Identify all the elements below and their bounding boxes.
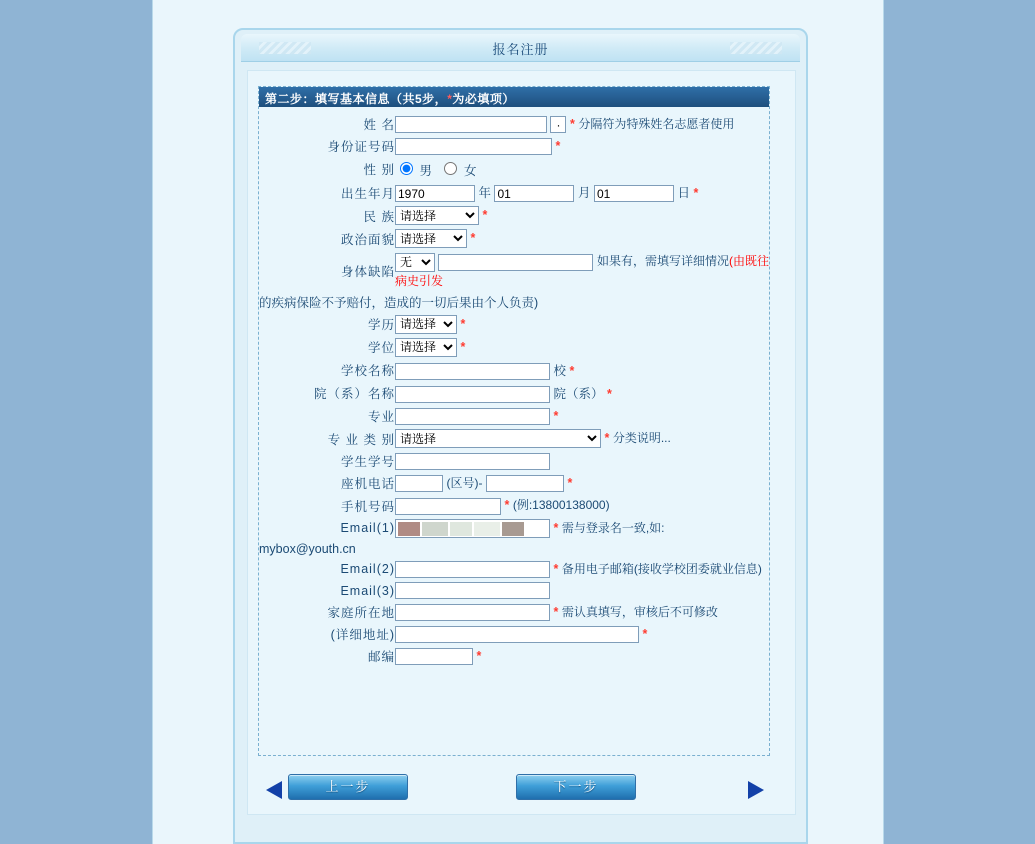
section-header-required-mark: * (447, 92, 453, 106)
form-table (259, 113, 769, 667)
row-major-type (259, 427, 769, 450)
postcode-input[interactable] (395, 648, 473, 665)
email1-mask-block (502, 522, 524, 536)
cell-student-id (395, 450, 769, 472)
label-email1: Email(1) (340, 521, 395, 536)
cell-mobile (395, 494, 769, 516)
label-birth: 出生年月 (340, 186, 395, 201)
school-input[interactable] (395, 363, 550, 380)
name-note: 分隔符为特殊姓名志愿者使用 (578, 117, 735, 131)
row-student-id (259, 450, 769, 472)
cell-disability (395, 250, 769, 290)
political-required-mark: * (470, 231, 476, 246)
row-home-address (259, 623, 769, 645)
degree-required-mark: * (460, 339, 466, 354)
home-address-required-mark: * (642, 626, 648, 641)
disability-select[interactable] (395, 253, 435, 272)
tel-area-input[interactable] (395, 475, 443, 492)
cell-home-location (395, 601, 769, 623)
section-header (259, 87, 769, 107)
name-separator-input[interactable] (550, 116, 566, 133)
row-political (259, 227, 769, 250)
row-email1-hint (259, 540, 769, 558)
home-address-input[interactable] (395, 626, 639, 643)
degree-select[interactable] (395, 338, 457, 357)
email1-mask-block (398, 522, 420, 536)
postcode-required-mark: * (476, 648, 482, 663)
gender-label-male: 男 (419, 164, 432, 179)
cell-department (395, 382, 769, 405)
cell-gender (395, 157, 769, 181)
disability-warning-line2: 的疾病保险不予赔付，造成的一切后果由个人负责) (259, 295, 539, 310)
email1-mask-block (474, 522, 500, 536)
tel-number-input[interactable] (486, 475, 564, 492)
home-location-input[interactable] (395, 604, 550, 621)
label-email2: Email(2) (340, 561, 395, 576)
label-political: 政治面貌 (340, 232, 395, 247)
basic-info-form (258, 86, 770, 756)
disability-note: 如果有，需填写详细情况 (596, 254, 729, 269)
label-major: 专业 (367, 410, 395, 425)
cell-home-address (395, 623, 769, 645)
gender-radio-male[interactable] (400, 162, 413, 175)
label-disability: 身体缺陷 (340, 264, 395, 279)
page-title: 报名注册 (492, 42, 549, 57)
education-select[interactable] (395, 315, 457, 334)
email1-note: 需与登录名一致,如: (561, 520, 665, 535)
cell-name (395, 113, 769, 135)
prev-step-button[interactable]: 上一步 (288, 774, 408, 800)
school-required-mark: * (569, 363, 575, 378)
label-telephone: 座机电话 (340, 477, 395, 492)
name-input[interactable] (395, 116, 547, 133)
cell-major (395, 405, 769, 427)
major-type-required-mark: * (604, 431, 610, 446)
row-postcode (259, 645, 769, 667)
school-unit: 校 (553, 363, 566, 378)
gender-label-female: 女 (463, 164, 477, 179)
cell-school (395, 359, 769, 382)
disability-warning-inline: (由既往病史引发 (395, 254, 769, 288)
cell-birth (395, 181, 769, 204)
email1-required-mark: * (553, 520, 559, 535)
department-input[interactable] (395, 386, 550, 403)
row-mobile (259, 494, 769, 516)
political-select[interactable] (395, 229, 467, 248)
section-header-suffix: 为必填项） (452, 92, 515, 106)
email1-input[interactable] (395, 519, 550, 538)
row-name (259, 113, 769, 135)
cell-postcode (395, 645, 769, 667)
email2-note: 备用电子邮箱(接收学校团委就业信息) (561, 561, 762, 576)
row-department (259, 382, 769, 405)
id-number-required-mark: * (555, 138, 561, 153)
cell-telephone (395, 472, 769, 494)
telephone-required-mark: * (567, 476, 573, 491)
cell-political (395, 227, 769, 250)
label-home-location: 家庭所在地 (327, 606, 395, 621)
label-major-type: 专 业 类 别 (327, 432, 395, 447)
cell-email2 (395, 558, 769, 580)
student-id-input[interactable] (395, 453, 550, 470)
major-required-mark: * (553, 408, 559, 423)
cell-degree (395, 336, 769, 359)
label-mobile: 手机号码 (340, 499, 395, 514)
panel-body (247, 70, 796, 815)
email3-input[interactable] (395, 582, 550, 599)
email1-hint: mybox@youth.cn (259, 541, 356, 556)
label-postcode: 邮编 (367, 650, 395, 665)
row-gender (259, 157, 769, 181)
row-email1 (259, 517, 769, 540)
label-name: 姓 名 (363, 118, 395, 133)
label-id-number: 身份证号码 (327, 140, 395, 155)
row-birth (259, 181, 769, 204)
label-school: 学校名称 (340, 364, 395, 379)
right-arrow-icon (748, 781, 764, 799)
form-navigation (248, 771, 797, 811)
page-frame (152, 0, 884, 844)
email1-mask-block (450, 522, 472, 536)
cell-major-type (395, 427, 769, 450)
mobile-input[interactable] (395, 498, 501, 515)
unit-day: 日 (677, 186, 690, 201)
row-degree (259, 336, 769, 359)
cell-email3 (395, 580, 769, 601)
next-step-button[interactable]: 下一步 (516, 774, 636, 800)
home-location-note: 需认真填写，审核后不可修改 (561, 605, 718, 620)
major-type-select[interactable] (395, 429, 601, 448)
row-disability (259, 250, 769, 290)
row-home-location (259, 601, 769, 623)
department-unit: 院（系） (553, 386, 604, 401)
row-school (259, 359, 769, 382)
disability-detail-input[interactable] (438, 254, 593, 271)
row-nation (259, 204, 769, 227)
tel-area-label: (区号)- (446, 476, 483, 491)
cell-email1 (395, 517, 769, 540)
education-required-mark: * (460, 316, 466, 331)
home-location-required-mark: * (553, 605, 559, 620)
birth-month-input[interactable] (494, 185, 574, 202)
label-department: 院（系）名称 (313, 387, 395, 402)
label-degree: 学位 (367, 341, 395, 356)
label-email3: Email(3) (340, 583, 395, 598)
unit-month: 月 (577, 186, 591, 201)
row-telephone (259, 472, 769, 494)
row-education (259, 313, 769, 336)
unit-year: 年 (478, 186, 491, 201)
row-email3 (259, 580, 769, 601)
department-required-mark: * (606, 386, 612, 401)
birth-day-input[interactable] (594, 185, 674, 202)
name-required-mark: * (569, 117, 575, 131)
cell-nation (395, 204, 769, 227)
id-number-input[interactable] (395, 138, 552, 155)
major-input[interactable] (395, 408, 550, 425)
panel-title-bar (241, 34, 800, 62)
label-student-id: 学生学号 (340, 455, 395, 470)
gender-radio-female[interactable] (444, 162, 457, 175)
birth-year-input[interactable] (395, 185, 475, 202)
major-type-help-link[interactable]: 分类说明... (612, 431, 671, 446)
email1-mask-block (422, 522, 448, 536)
cell-education (395, 313, 769, 336)
birth-required-mark: * (693, 186, 699, 201)
left-arrow-icon (266, 781, 282, 799)
row-major (259, 405, 769, 427)
mobile-example: (例:13800138000) (512, 498, 610, 513)
label-home-address: (详细地址) (330, 628, 395, 643)
cell-id-number (395, 135, 769, 157)
label-education: 学历 (367, 318, 395, 333)
label-nation: 民 族 (363, 209, 395, 224)
section-header-prefix: 第二步：填写基本信息（共5步， (265, 92, 448, 106)
mobile-required-mark: * (504, 498, 510, 513)
nation-required-mark: * (482, 208, 488, 223)
nation-select[interactable] (395, 206, 479, 225)
row-id-number (259, 135, 769, 157)
email2-input[interactable] (395, 561, 550, 578)
row-email2 (259, 558, 769, 580)
email2-required-mark: * (553, 561, 559, 576)
registration-panel (233, 28, 808, 844)
label-gender: 性 别 (363, 163, 395, 178)
row-disability-warning (259, 291, 769, 313)
